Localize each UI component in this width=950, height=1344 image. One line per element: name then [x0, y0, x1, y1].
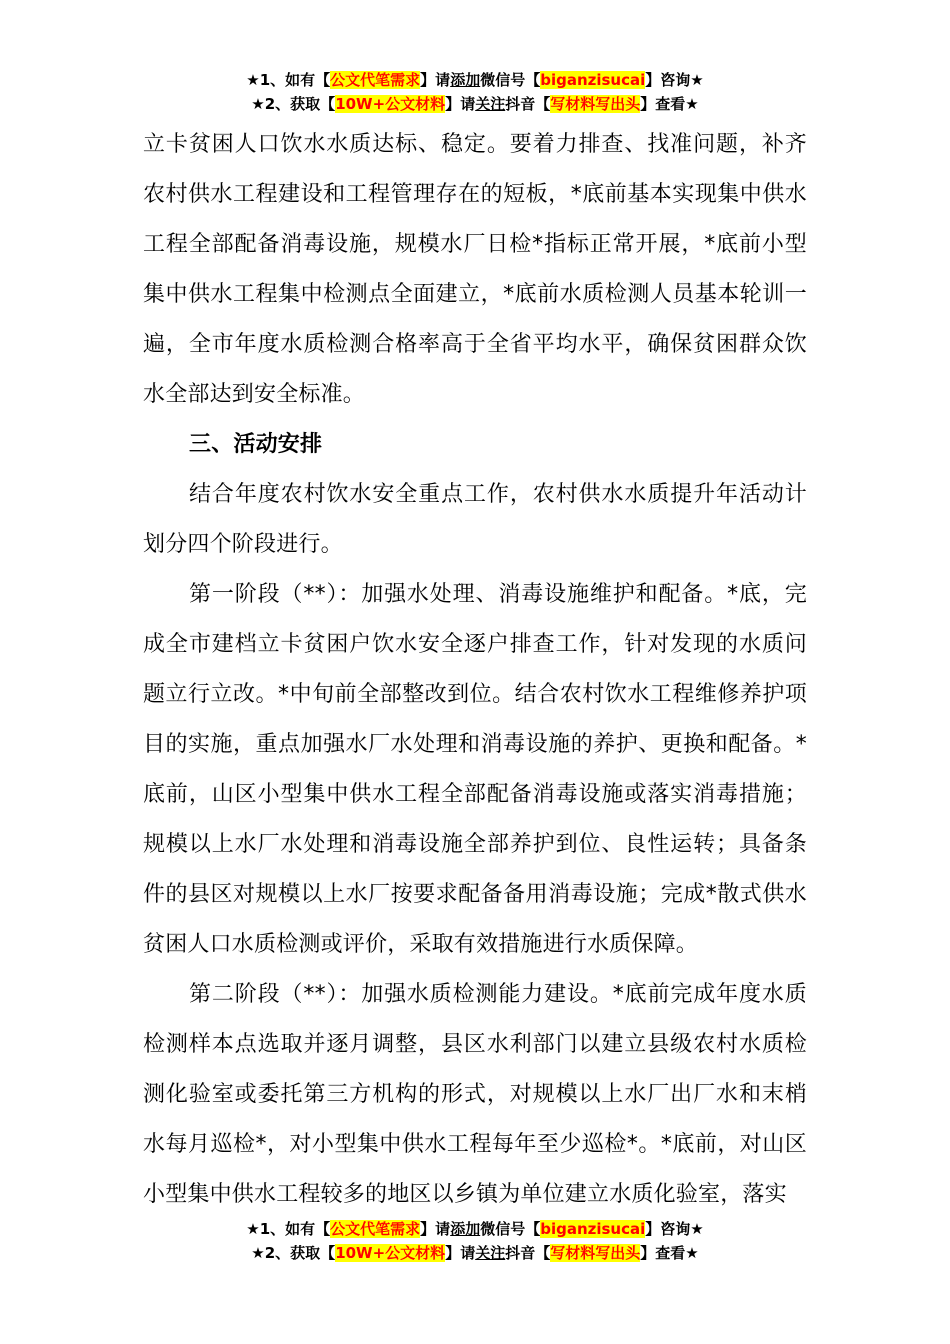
banner-emphasis: 关注: [475, 1244, 506, 1262]
banner-emphasis: 添加: [450, 71, 481, 89]
banner-text: 抖音【: [505, 95, 551, 113]
banner-text: 】请: [445, 1244, 476, 1262]
banner-text: ★1、如有【: [246, 1220, 331, 1238]
banner-text: ★1、如有【: [246, 71, 331, 89]
banner-text: 】请: [445, 95, 476, 113]
banner-text: ★2、获取【: [251, 1244, 336, 1262]
header-banner: [0, 68, 950, 116]
highlight-wechat-id: biganzisucai: [540, 71, 646, 89]
paragraph-phase-1: 第一阶段（**）：加强水处理、消毒设施维护和配备。*底，完成全市建档立卡贫困户饮水安全逐户排查工作，针对发现的水质问题立行立改。*中旬前全部整改到位。结合农村饮水工程维修养护项目的实施，重点加强水厂水处理和消毒设施的养护、更换和配备。*底前，山区小型集中供水工程全部配备消毒设施或落实消毒措施；规模以上水厂水处理和消毒设施全部养护到位、良性运转；具备条件的县区对规模以上水厂按要求配备备用消毒设施；完成*散式供水贫困人口水质检测或评价，采取有效措施进行水质保障。: [143, 582, 807, 957]
banner-text: 】查看★: [640, 95, 699, 113]
highlight-materials: 10W+公文材料: [335, 95, 446, 113]
banner-line-1: [0, 68, 950, 92]
banner-emphasis: 添加: [450, 1220, 481, 1238]
paragraph-phase-2: 第二阶段（**）：加强水质检测能力建设。*底前完成年度水质检测样本点选取并逐月调整，县区水利部门以建立县级农村水质检测化验室或委托第三方机构的形式，对规模以上水厂出厂水和末梢水每月巡检*，对小型集中供水工程每年至少巡检*。*底前，对山区小型集中供水工程较多的地区以乡镇为单位建立水质化验室，落实: [143, 982, 807, 1207]
footer-banner: [0, 1217, 950, 1265]
banner-text: 】请: [420, 1220, 451, 1238]
highlight-materials: 10W+公文材料: [335, 1244, 446, 1262]
banner-line-2: [0, 1241, 950, 1265]
banner-text: 微信号【: [480, 1220, 541, 1238]
banner-text: 微信号【: [480, 71, 541, 89]
banner-line-1: [0, 1217, 950, 1241]
banner-text: 】咨询★: [645, 1220, 704, 1238]
banner-line-2: [0, 92, 950, 116]
document-body: [143, 120, 807, 1220]
highlight-wechat-id: biganzisucai: [540, 1220, 646, 1238]
paragraph-continuation: 立卡贫困人口饮水水质达标、稳定。要着力排查、找准问题，补齐农村供水工程建设和工程管理存在的短板，*底前基本实现集中供水工程全部配备消毒设施，规模水厂日检*指标正常开展，*底前小型集中供水工程集中检测点全面建立，*底前水质检测人员基本轮训一遍，全市年度水质检测合格率高于全省平均水平，确保贫困群众饮水全部达到安全标准。: [143, 132, 807, 407]
banner-text: 】咨询★: [645, 71, 704, 89]
section-heading: 三、活动安排: [189, 432, 323, 457]
banner-text: 】查看★: [640, 1244, 699, 1262]
highlight-service: 公文代笔需求: [330, 71, 421, 89]
banner-text: 】请: [420, 71, 451, 89]
banner-text: ★2、获取【: [251, 95, 336, 113]
highlight-douyin-account: 写材料写出头: [550, 95, 641, 113]
banner-emphasis: 关注: [475, 95, 506, 113]
highlight-douyin-account: 写材料写出头: [550, 1244, 641, 1262]
banner-text: 抖音【: [505, 1244, 551, 1262]
paragraph-intro: 结合年度农村饮水安全重点工作，农村供水水质提升年活动计划分四个阶段进行。: [143, 482, 807, 557]
highlight-service: 公文代笔需求: [330, 1220, 421, 1238]
